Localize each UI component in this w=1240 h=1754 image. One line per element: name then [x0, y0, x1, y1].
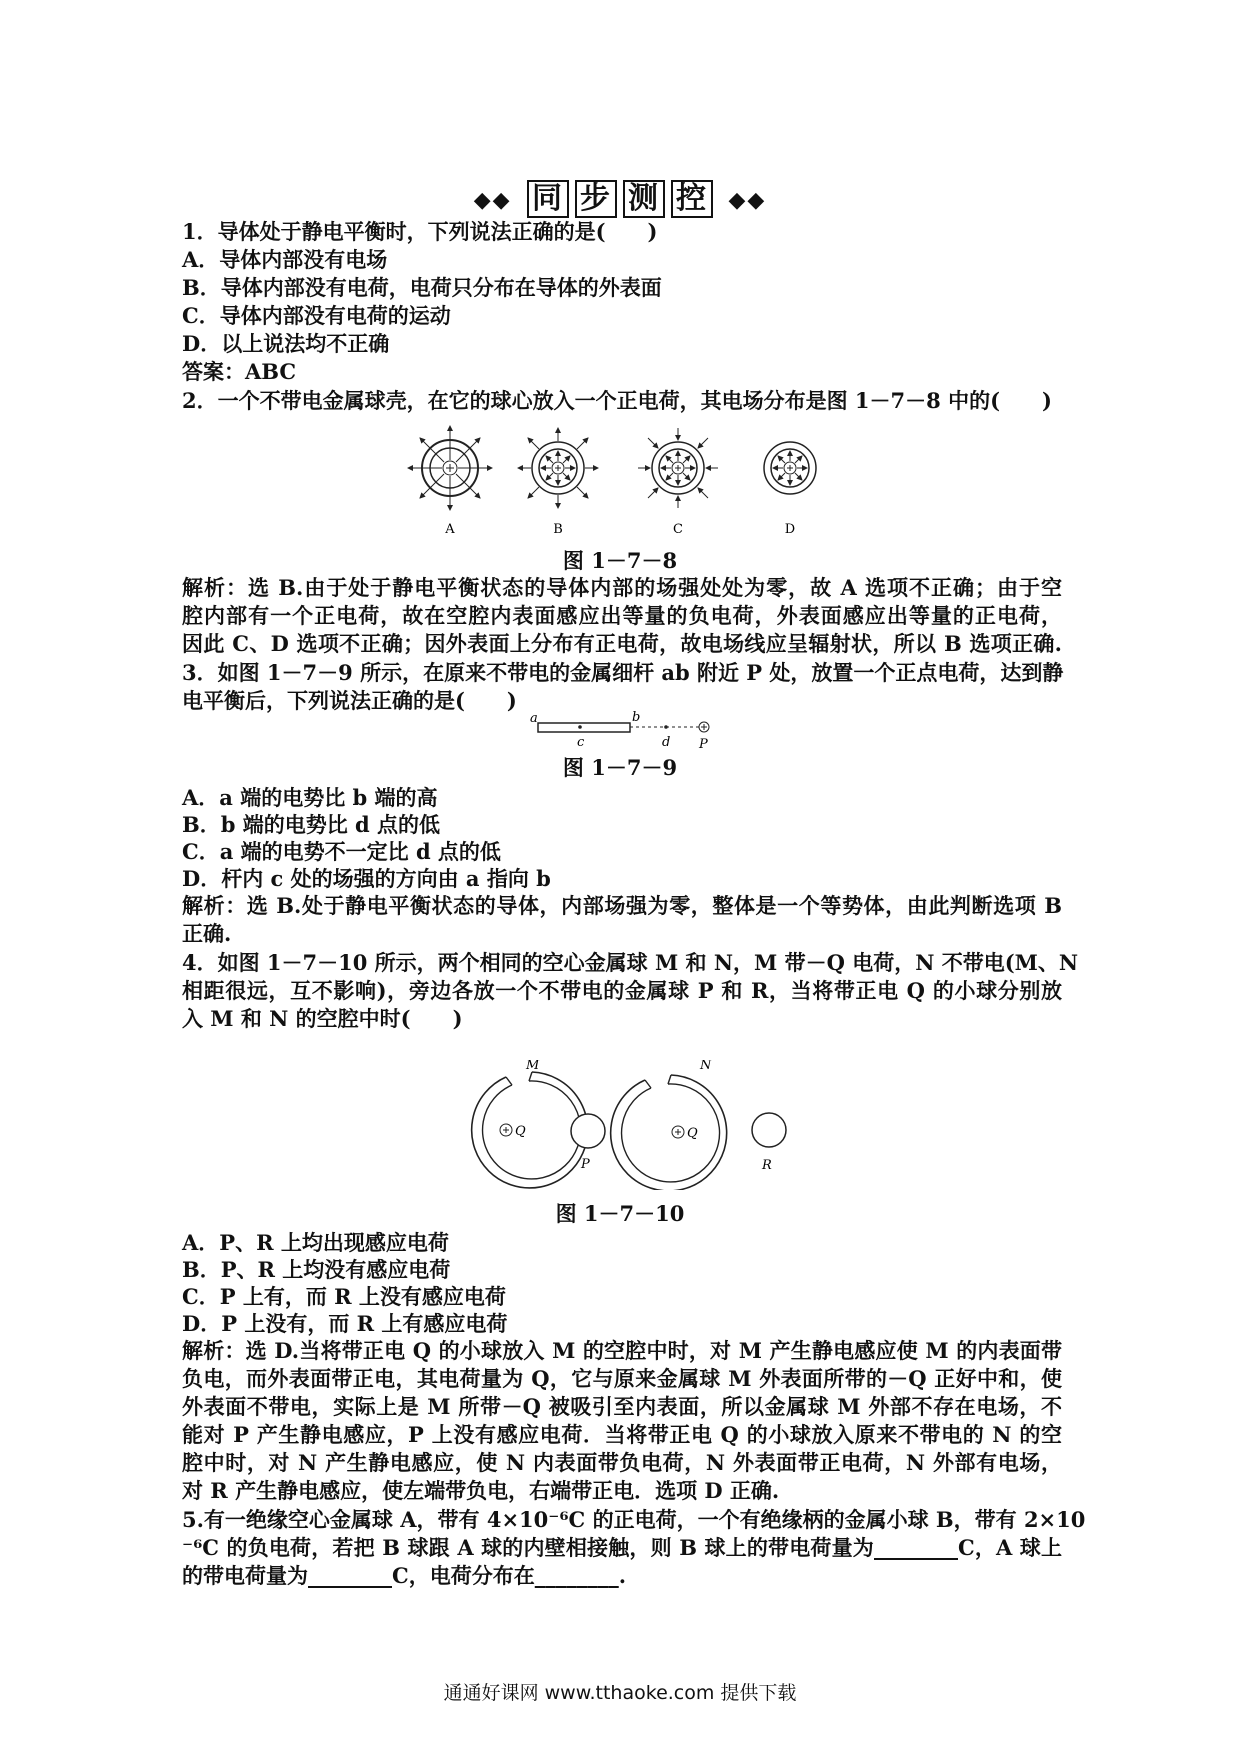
- field-diagram-b: [518, 428, 598, 508]
- q4-analysis-line: 能对 P 产生静电感应，P 上没有感应电荷．当将带正电 Q 的小球放入原来不带电的 N 的空: [182, 1422, 1062, 1447]
- q4-figure-caption: 图 1－7－10: [555, 1201, 685, 1226]
- q4-analysis-line: 负电，而外表面带正电，其电荷量为 Q，它与原来金属球 M 外表面所带的－Q 正好中和，使: [182, 1366, 1062, 1391]
- figure-label-a: A: [445, 522, 455, 537]
- q2-figure-caption: 图 1－7－8: [562, 548, 678, 573]
- q4-option-b: B．P、R 上均没有感应电荷: [182, 1257, 451, 1282]
- q4-option-a: A．P、R 上均出现感应电荷: [182, 1230, 449, 1255]
- q3-stem-line: 电平衡后，下列说法正确的是( ): [182, 688, 517, 713]
- q4-analysis-line: 外表面不带电，实际上是 M 所带－Q 被吸引至内表面，所以金属球 M 外部不存在电场，不: [182, 1394, 1062, 1419]
- field-diagram-a: [408, 426, 492, 510]
- field-diagram-d: [764, 442, 816, 494]
- rod-label-a: a: [530, 711, 538, 726]
- q5-line: 5.有一绝缘空心金属球 A，带有 4×10⁻⁶C 的正电荷，一个有绝缘柄的金属小球 B，带有 2×10: [182, 1507, 1086, 1532]
- heading-char: 测: [623, 180, 665, 218]
- q5-line: 的带电荷量为________C，电荷分布在________.: [182, 1563, 627, 1588]
- q3-analysis-line: 解析：选 B.处于静电平衡状态的导体，内部场强为零，整体是一个等势体，由此判断选项 B: [182, 893, 1062, 918]
- q4-stem-line: 入 M 和 N 的空腔中时( ): [182, 1006, 463, 1031]
- q3-analysis-line: 正确.: [182, 921, 232, 946]
- q2-analysis-line: 因此 C、D 选项不正确；因外表面上分布有正电荷，故电场线应呈辐射状，所以 B 选项正确.: [182, 631, 1062, 656]
- figure-label-d: D: [784, 522, 796, 537]
- heading-right-decoration: ◆◆: [728, 187, 767, 213]
- q4-stem-line: 相距很远，互不影响)，旁边各放一个不带电的金属球 P 和 R，当将带正电 Q 的小球分别放: [182, 978, 1062, 1003]
- q3-stem-line: 3．如图 1－7－9 所示，在原来不带电的金属细杆 ab 附近 P 处，放置一个正点电荷，达到静: [182, 660, 1064, 685]
- heading-char: 步: [575, 180, 617, 218]
- figure-1-7-9: [522, 710, 722, 752]
- q4-stem-line: 4．如图 1－7－10 所示，两个相同的空心金属球 M 和 N，M 带－Q 电荷，N 不带电(M、N: [182, 950, 1079, 975]
- q1-option-b: B．导体内部没有电荷，电荷只分布在导体的外表面: [182, 275, 662, 300]
- shell-label-m: M: [526, 1060, 540, 1073]
- q4-option-c: C．P 上有，而 R 上没有感应电荷: [182, 1284, 506, 1309]
- sphere-label-p: P: [581, 1157, 590, 1172]
- q3-option-d: D．杆内 c 处的场强的方向由 a 指向 b: [182, 866, 551, 891]
- section-heading: [0, 180, 1240, 218]
- q5-line: ⁻⁶C 的负电荷，若把 B 球跟 A 球的内壁相接触，则 B 球上的带电荷量为________C，A 球上: [182, 1535, 1062, 1560]
- heading-char: 同: [527, 180, 569, 218]
- figure-label-b: B: [553, 522, 563, 537]
- q1-stem: 1．导体处于静电平衡时，下列说法正确的是( ): [182, 219, 658, 244]
- rod-label-b: b: [632, 710, 641, 725]
- figure-1-7-8: [380, 425, 850, 545]
- rod-label-c: c: [577, 735, 585, 750]
- q3-option-b: B．b 端的电势比 d 点的低: [182, 812, 441, 837]
- q3-option-c: C．a 端的电势不一定比 d 点的低: [182, 839, 501, 864]
- sphere-label-r: R: [762, 1158, 772, 1173]
- q1-option-a: A．导体内部没有电场: [182, 247, 388, 272]
- shell-label-n: N: [700, 1060, 712, 1073]
- q3-option-a: A．a 端的电势比 b 端的高: [182, 785, 438, 810]
- figure-label-c: C: [673, 522, 683, 537]
- q1-answer: 答案：ABC: [182, 359, 297, 384]
- q4-analysis-line: 解析：选 D.当将带正电 Q 的小球放入 M 的空腔中时，对 M 产生静电感应使 M 的内表面带: [182, 1338, 1062, 1363]
- q3-figure-caption: 图 1－7－9: [562, 755, 678, 780]
- charge-label-m: Q: [515, 1124, 526, 1139]
- q2-analysis-line: 解析：选 B.由于处于静电平衡状态的导体内部的场强处处为零，故 A 选项不正确；由于空: [182, 575, 1062, 600]
- q4-analysis-line: 腔中时，对 N 产生静电感应，使 N 内表面带负电荷，N 外表面带正电荷，N 外部有电场，: [182, 1450, 1062, 1475]
- q4-analysis-line: 对 R 产生静电感应，使左端带负电，右端带正电．选项 D 正确.: [182, 1478, 780, 1503]
- field-diagram-c: [638, 428, 718, 508]
- rod-label-p: P: [699, 737, 708, 752]
- q2-stem: 2．一个不带电金属球壳，在它的球心放入一个正电荷，其电场分布是图 1－7－8 中的( ): [182, 388, 1052, 413]
- rod-label-d: d: [662, 735, 671, 750]
- page-footer: 通通好课网 www.tthaoke.com 提供下载: [443, 1682, 797, 1704]
- q1-option-d: D．以上说法均不正确: [182, 331, 390, 356]
- heading-char: 控: [671, 180, 713, 218]
- heading-left-decoration: ◆◆: [473, 187, 512, 213]
- q2-analysis-line: 腔内部有一个正电荷，故在空腔内表面感应出等量的负电荷，外表面感应出等量的正电荷，: [182, 603, 1062, 628]
- q4-option-d: D．P 上没有，而 R 上有感应电荷: [182, 1311, 508, 1336]
- q1-option-c: C．导体内部没有电荷的运动: [182, 303, 451, 328]
- figure-1-7-10: [440, 1060, 810, 1190]
- charge-label-n: Q: [687, 1126, 698, 1141]
